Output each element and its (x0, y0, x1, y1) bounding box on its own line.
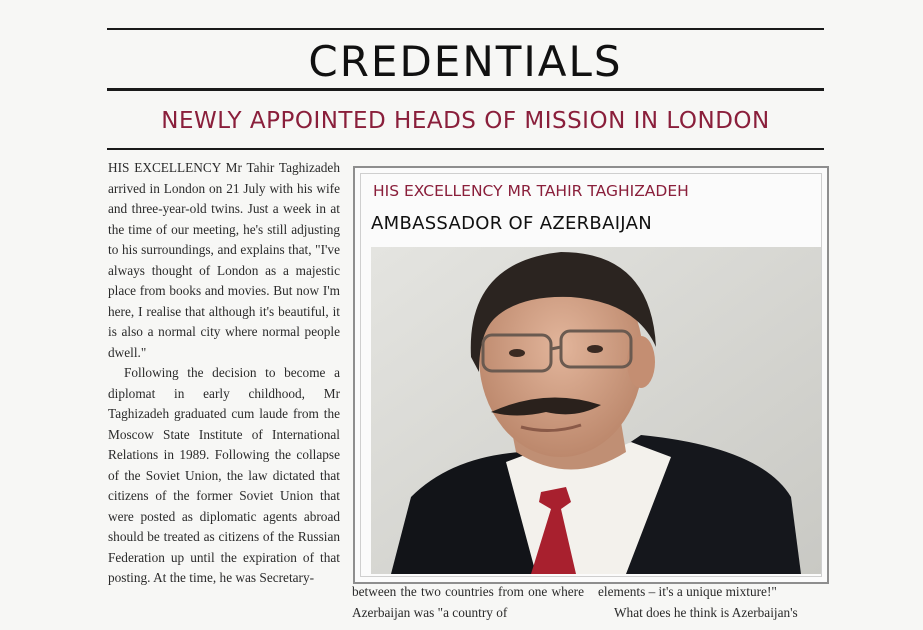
article-paragraph: elements – it's a unique mixture!" (598, 584, 777, 599)
title-rule (107, 88, 824, 91)
profile-inner-frame (360, 173, 822, 577)
profile-role: AMBASSADOR OF AZERBAIJAN (371, 213, 652, 234)
article-paragraph: between the two countries from one where Azerbaijan was "a country of (352, 584, 584, 620)
profile-name: HIS EXCELLENCY MR TAHIR TAGHIZADEH (373, 182, 689, 200)
article-column-3 (598, 582, 824, 623)
ambassador-photo (371, 247, 821, 574)
section-subtitle: NEWLY APPOINTED HEADS OF MISSION IN LONDON (161, 108, 770, 134)
article-paragraph: HIS EXCELLENCY Mr Tahir Taghizadeh arrived in London on 21 July with his wife and three-year-old twins. Just a week in at the time of our meeting, he's still adjusting to his surroundings, and explains that, "I've always thought of London as a majestic place from books and movies. But now I'm here, I realise that although it's beautiful, it is also a normal city where normal people dwell." (108, 160, 340, 360)
subtitle-rule (107, 148, 824, 150)
portrait-illustration (371, 247, 821, 574)
article-column-2 (352, 582, 584, 623)
article-column-1 (108, 158, 340, 589)
article-paragraph: Following the decision to become a diplomat in early childhood, Mr Taghizadeh graduated cum laude from the Moscow State Institute of International Relations in 1989. Following the collapse of the Soviet Union, the law dictated that citizens of the former Soviet Union that were posted as diplomatic agents abroad should be treated as citizens of the Russian Federation up until the expiration of that posting. At the time, he was Secretary- (108, 365, 340, 585)
top-rule (107, 28, 824, 30)
article-paragraph: What does he think is Azerbaijan's (614, 604, 798, 620)
page-title: CREDENTIALS (308, 37, 623, 86)
profile-box (353, 166, 829, 584)
